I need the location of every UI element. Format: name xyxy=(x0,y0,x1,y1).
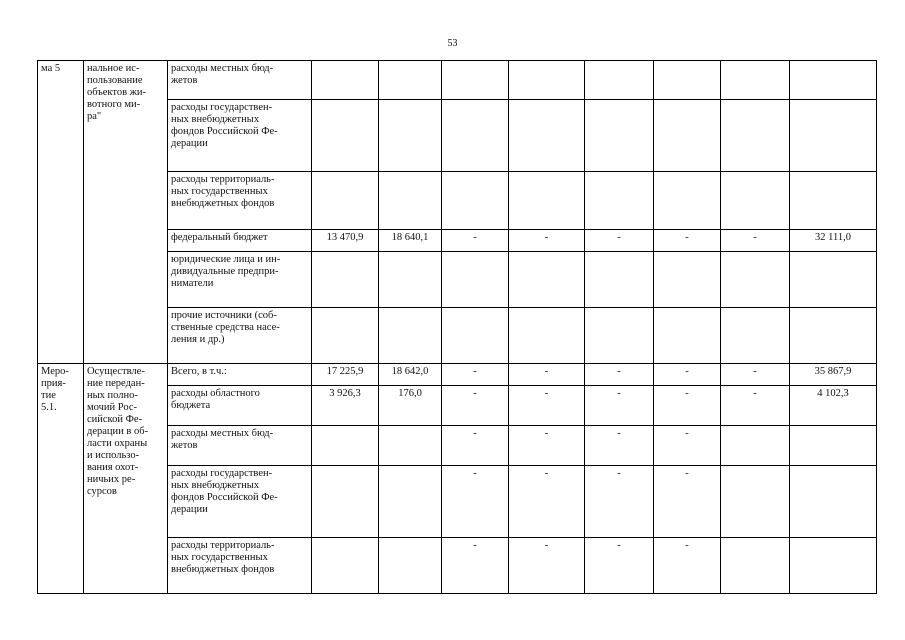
measure-description-cell: нальное ис- пользование объектов жи- вотного ми- ра" xyxy=(84,61,168,364)
value-cell: - xyxy=(654,364,721,386)
value-cell xyxy=(585,172,654,230)
value-cell xyxy=(509,308,585,364)
value-cell: 176,0 xyxy=(379,386,442,426)
value-cell xyxy=(654,172,721,230)
funding-source-cell: Всего, в т.ч.: xyxy=(168,364,312,386)
value-cell: 32 111,0 xyxy=(790,230,877,252)
value-cell: - xyxy=(721,364,790,386)
value-cell xyxy=(379,466,442,538)
value-cell: - xyxy=(442,230,509,252)
funding-source-cell: расходы территориаль- ных государственных внебюджетных фондов xyxy=(168,538,312,594)
value-cell xyxy=(442,308,509,364)
funding-source-cell: расходы местных бюд- жетов xyxy=(168,61,312,100)
value-cell: - xyxy=(654,230,721,252)
value-cell: 18 640,1 xyxy=(379,230,442,252)
value-cell xyxy=(312,252,379,308)
value-cell: - xyxy=(585,426,654,466)
value-cell: - xyxy=(509,230,585,252)
value-cell: - xyxy=(509,364,585,386)
value-cell xyxy=(312,538,379,594)
value-cell xyxy=(721,538,790,594)
value-cell xyxy=(790,100,877,172)
value-cell xyxy=(721,466,790,538)
value-cell: 35 867,9 xyxy=(790,364,877,386)
funding-source-cell: расходы областного бюджета xyxy=(168,386,312,426)
value-cell xyxy=(312,61,379,100)
value-cell: - xyxy=(509,538,585,594)
value-cell xyxy=(509,61,585,100)
value-cell xyxy=(790,61,877,100)
measure-number-cell: Меро- прия- тие 5.1. xyxy=(38,364,84,594)
funding-source-cell: расходы государствен- ных внебюджетных фондов Российской Фе- дерации xyxy=(168,466,312,538)
value-cell xyxy=(442,100,509,172)
value-cell xyxy=(312,426,379,466)
value-cell xyxy=(654,100,721,172)
value-cell: - xyxy=(654,386,721,426)
value-cell: - xyxy=(509,466,585,538)
value-cell xyxy=(379,308,442,364)
value-cell xyxy=(509,252,585,308)
value-cell xyxy=(442,172,509,230)
value-cell: 17 225,9 xyxy=(312,364,379,386)
value-cell: - xyxy=(654,538,721,594)
value-cell: - xyxy=(721,230,790,252)
value-cell: - xyxy=(585,538,654,594)
value-cell xyxy=(654,61,721,100)
value-cell: - xyxy=(442,538,509,594)
funding-source-cell: расходы местных бюд- жетов xyxy=(168,426,312,466)
measure-description-cell: Осуществле- ние передан- ных полно- мочий Рос- сийской Фе- дерации в об- ласти охраны и использо- вания охот- ничьих ре- сурсов xyxy=(84,364,168,594)
funding-source-cell: прочие источники (соб- ственные средства насе- ления и др.) xyxy=(168,308,312,364)
value-cell xyxy=(790,466,877,538)
value-cell: - xyxy=(585,466,654,538)
value-cell xyxy=(721,426,790,466)
value-cell: - xyxy=(442,386,509,426)
value-cell xyxy=(509,100,585,172)
value-cell xyxy=(721,61,790,100)
value-cell: - xyxy=(654,466,721,538)
value-cell xyxy=(379,61,442,100)
value-cell: - xyxy=(585,386,654,426)
funding-source-cell: федеральный бюджет xyxy=(168,230,312,252)
value-cell xyxy=(585,100,654,172)
value-cell: 4 102,3 xyxy=(790,386,877,426)
funding-source-cell: расходы государствен- ных внебюджетных фондов Российской Фе- дерации xyxy=(168,100,312,172)
value-cell xyxy=(379,252,442,308)
value-cell: 13 470,9 xyxy=(312,230,379,252)
value-cell xyxy=(585,308,654,364)
value-cell: - xyxy=(721,386,790,426)
value-cell xyxy=(379,100,442,172)
value-cell: - xyxy=(585,364,654,386)
value-cell: - xyxy=(442,426,509,466)
value-cell xyxy=(379,172,442,230)
budget-table xyxy=(37,60,877,594)
value-cell xyxy=(585,252,654,308)
value-cell: - xyxy=(654,426,721,466)
value-cell xyxy=(312,308,379,364)
value-cell xyxy=(312,100,379,172)
value-cell: - xyxy=(442,466,509,538)
funding-source-cell: расходы территориаль- ных государственных внебюджетных фондов xyxy=(168,172,312,230)
value-cell xyxy=(312,172,379,230)
value-cell xyxy=(654,308,721,364)
value-cell xyxy=(654,252,721,308)
table-row xyxy=(38,364,877,386)
value-cell xyxy=(721,100,790,172)
value-cell xyxy=(790,538,877,594)
table-row xyxy=(38,61,877,100)
value-cell xyxy=(721,308,790,364)
measure-number-cell: ма 5 xyxy=(38,61,84,364)
value-cell xyxy=(585,61,654,100)
value-cell: - xyxy=(442,364,509,386)
value-cell xyxy=(721,252,790,308)
value-cell: 18 642,0 xyxy=(379,364,442,386)
funding-source-cell: юридические лица и ин- дивидуальные предпри- ниматели xyxy=(168,252,312,308)
value-cell xyxy=(790,172,877,230)
value-cell xyxy=(442,61,509,100)
value-cell xyxy=(790,308,877,364)
page-number: 53 xyxy=(447,38,458,49)
value-cell: - xyxy=(509,386,585,426)
value-cell xyxy=(442,252,509,308)
value-cell xyxy=(312,466,379,538)
value-cell: - xyxy=(585,230,654,252)
value-cell xyxy=(721,172,790,230)
value-cell xyxy=(379,426,442,466)
value-cell xyxy=(790,426,877,466)
value-cell xyxy=(509,172,585,230)
value-cell xyxy=(790,252,877,308)
value-cell: - xyxy=(509,426,585,466)
value-cell xyxy=(379,538,442,594)
value-cell: 3 926,3 xyxy=(312,386,379,426)
